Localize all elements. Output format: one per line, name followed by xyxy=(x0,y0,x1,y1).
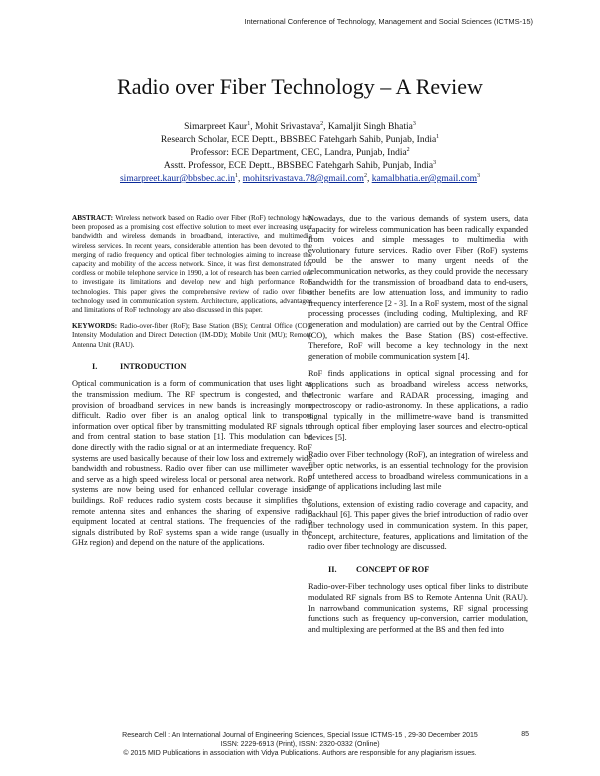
author-name: Mohit Srivastava xyxy=(254,122,321,132)
left-column xyxy=(72,214,312,556)
email-sup: 1 xyxy=(235,172,239,179)
affiliation-text: Research Scholar, ECE Deptt., BBSBEC Fatehgarh Sahib, Punjab, India xyxy=(160,135,437,145)
section-title: CONCEPT OF ROF xyxy=(356,564,430,574)
affiliation-sup: 3 xyxy=(433,159,437,166)
section-heading-concept xyxy=(308,565,528,576)
footer-issn: ISSN: 2229-6913 (Print), ISSN: 2320-0332 (Online) xyxy=(220,741,380,748)
right-column xyxy=(308,214,528,642)
section-number: II. xyxy=(328,564,337,574)
author-name: Kamaljit Singh Bhatia xyxy=(327,122,413,132)
intro-paragraph: Optical communication is a form of communication that uses light as the transmission medium. The RF spectrum is congested, and the provision of broadband services in new bands is increasingly more difficult. Radio over fiber is an analog optical link to transport information over optical fiber by transmitting modulated RF signals to and from central station to base station [1]. This modulation can be done directly with the radio signal or at an intermediate frequency. RoF systems are used basically because of their low loss and extremely wide bandwidth and robustness. Radio over fiber can use millimeter waves and serve as a high speed wireless local or personal area network. RoF systems are now being used for enhanced cellular coverage inside buildings. RoF reduces radio system costs because it simplifies the remote antenna sites and enhances the sharing of expensive radio equipment located at central stations. The frequencies of the radio signals distributed by RoF systems span a wide range (usually in the GHz region) and depend on the nature of the applications. xyxy=(72,379,312,548)
author-sup: 1 xyxy=(247,120,251,127)
body-paragraph: RoF finds applications in optical signal processing and for applications such as broadband wireless access networks, electronic warfare and RADAR processing, imaging and spectroscopy or radio-astronomy. In these applications, a radio signal typically in the millimetre-wave band is transmitted through optical fiber employing laser sources and electro-optical devices [5]. xyxy=(308,369,528,442)
affiliation-sup: 1 xyxy=(436,133,440,140)
email-sup: 2 xyxy=(363,172,367,179)
page-number: 85 xyxy=(521,731,529,738)
email-sep: , xyxy=(238,174,243,184)
keywords xyxy=(72,322,312,350)
author-sep: , xyxy=(323,122,328,132)
keywords-label: KEYWORDS: xyxy=(72,322,118,331)
body-paragraph: Nowadays, due to the various demands of system users, data capacity for wireless communication has been radically expanded from voices and simple messages to multimedia with evolutionary future services. Radio over Fiber (RoF) systems could be the answer to many urgent needs of the telecommunication networks, as they could provide the necessary bandwidth for the transmission of broadband data to end-users, other benefits are low attenuation loss, and immunity to radio frequency interference [2 - 3]. In a RoF system, most of the signal processing processes (including coding, Multiplexing, and RF generation and modulation) are carried out by the Central Office (CO), which makes the Base Station (BS) cost-effective. Therefore, RoF will become a key technology in the next generation of mobile communication system [4]. xyxy=(308,214,528,361)
email-link[interactable]: kamalbhatia.er@gmail.com xyxy=(371,174,477,184)
body-paragraph: Radio over Fiber technology (RoF), an integration of wireless and fiber optic networks, is an essential technology for the provision of untethered access to broadband wireless communications in a range of applications including last mile xyxy=(308,450,528,492)
section-title: INTRODUCTION xyxy=(120,361,187,371)
abstract-text: Wireless network based on Radio over Fiber (RoF) technology has been proposed as a promising cost effective solution to meet ever increasing user bandwidth and wireless demands in broadband, interactive, and multimedia wireless services. In recent years, considerable attention has been devoted to the merging of radio frequency and optical fiber technologies aiming to increase the capacity and mobility of the access network. Since, it was first demonstrated for cordless or mobile telephone service in 1990, a lot of research has been carried out to investigate its limitations and develop new and high performance RoF technologies. This paper gives the comprehensive review of radio over fiber technology used in communication system. Architecture, applications, advantages and limitations of RoF technology are also discussed in this paper. xyxy=(72,214,312,315)
author-name: Simarpreet Kaur xyxy=(184,122,248,132)
email-sup: 3 xyxy=(477,172,480,179)
body-paragraph: solutions, extension of existing radio coverage and capacity, and backhaul [6]. This paper gives the brief introduction of radio over fiber technology used in communication system. In this paper, concept, architecture, features, applications and limitation of the radio over fiber technology are discussed. xyxy=(308,499,528,552)
section-number: I. xyxy=(92,361,98,371)
email-link[interactable]: simarpreet.kaur@bbsbec.ac.in xyxy=(119,174,236,184)
affiliation-line xyxy=(0,160,600,173)
abstract xyxy=(72,214,312,315)
affiliation-text: Professor: ECE Department, CEC, Landra, Punjab, India xyxy=(190,148,407,158)
concept-paragraph: Radio-over-Fiber technology uses optical fiber links to distribute modulated RF signals from BS to Remote Antenna Unit (RAU). In narrowband communication systems, RF signal processing functions such as frequency up-conversion, carrier modulation, and multiplexing are performed at the BS and then fed into xyxy=(308,582,528,634)
footer-copyright: © 2015 MID Publications in association with Vidya Publications. Authors are responsible for any plagiarism issues. xyxy=(123,750,477,757)
footer-journal: Research Cell : An International Journal of Engineering Sciences, Special Issue ICTMS-15 , 29-30 December 2015 xyxy=(122,732,478,739)
author-block xyxy=(0,121,600,186)
conference-header: International Conference of Technology, Management and Social Sciences (ICTMS-15) xyxy=(244,17,533,26)
paper-title: Radio over Fiber Technology – A Review xyxy=(117,74,483,99)
author-sup: 3 xyxy=(412,120,416,127)
affiliation-line xyxy=(0,134,600,147)
email-line xyxy=(0,173,600,186)
affiliation-text: Asstt. Professor, ECE Deptt., BBSBEC Fatehgarh Sahib, Punjab, India xyxy=(163,161,434,171)
abstract-label: ABSTRACT: xyxy=(72,214,114,222)
email-sep: , xyxy=(366,174,372,184)
section-heading-introduction xyxy=(72,362,312,373)
page-footer xyxy=(0,731,600,758)
author-names xyxy=(0,121,600,134)
keywords-text: Radio-over-fiber (RoF); Base Station (BS); Central Office (CO); Intensity Modulation and Direct Detection (IM-DD); Mobile Unit (MU); Remote Antenna Unit (RAU). xyxy=(72,322,312,349)
affiliation-line xyxy=(0,147,600,160)
author-sep: , xyxy=(250,122,255,132)
email-link[interactable]: mohitsrivastava.78@gmail.com xyxy=(242,174,364,184)
affiliation-sup: 2 xyxy=(406,146,410,153)
author-sup: 2 xyxy=(320,120,324,127)
